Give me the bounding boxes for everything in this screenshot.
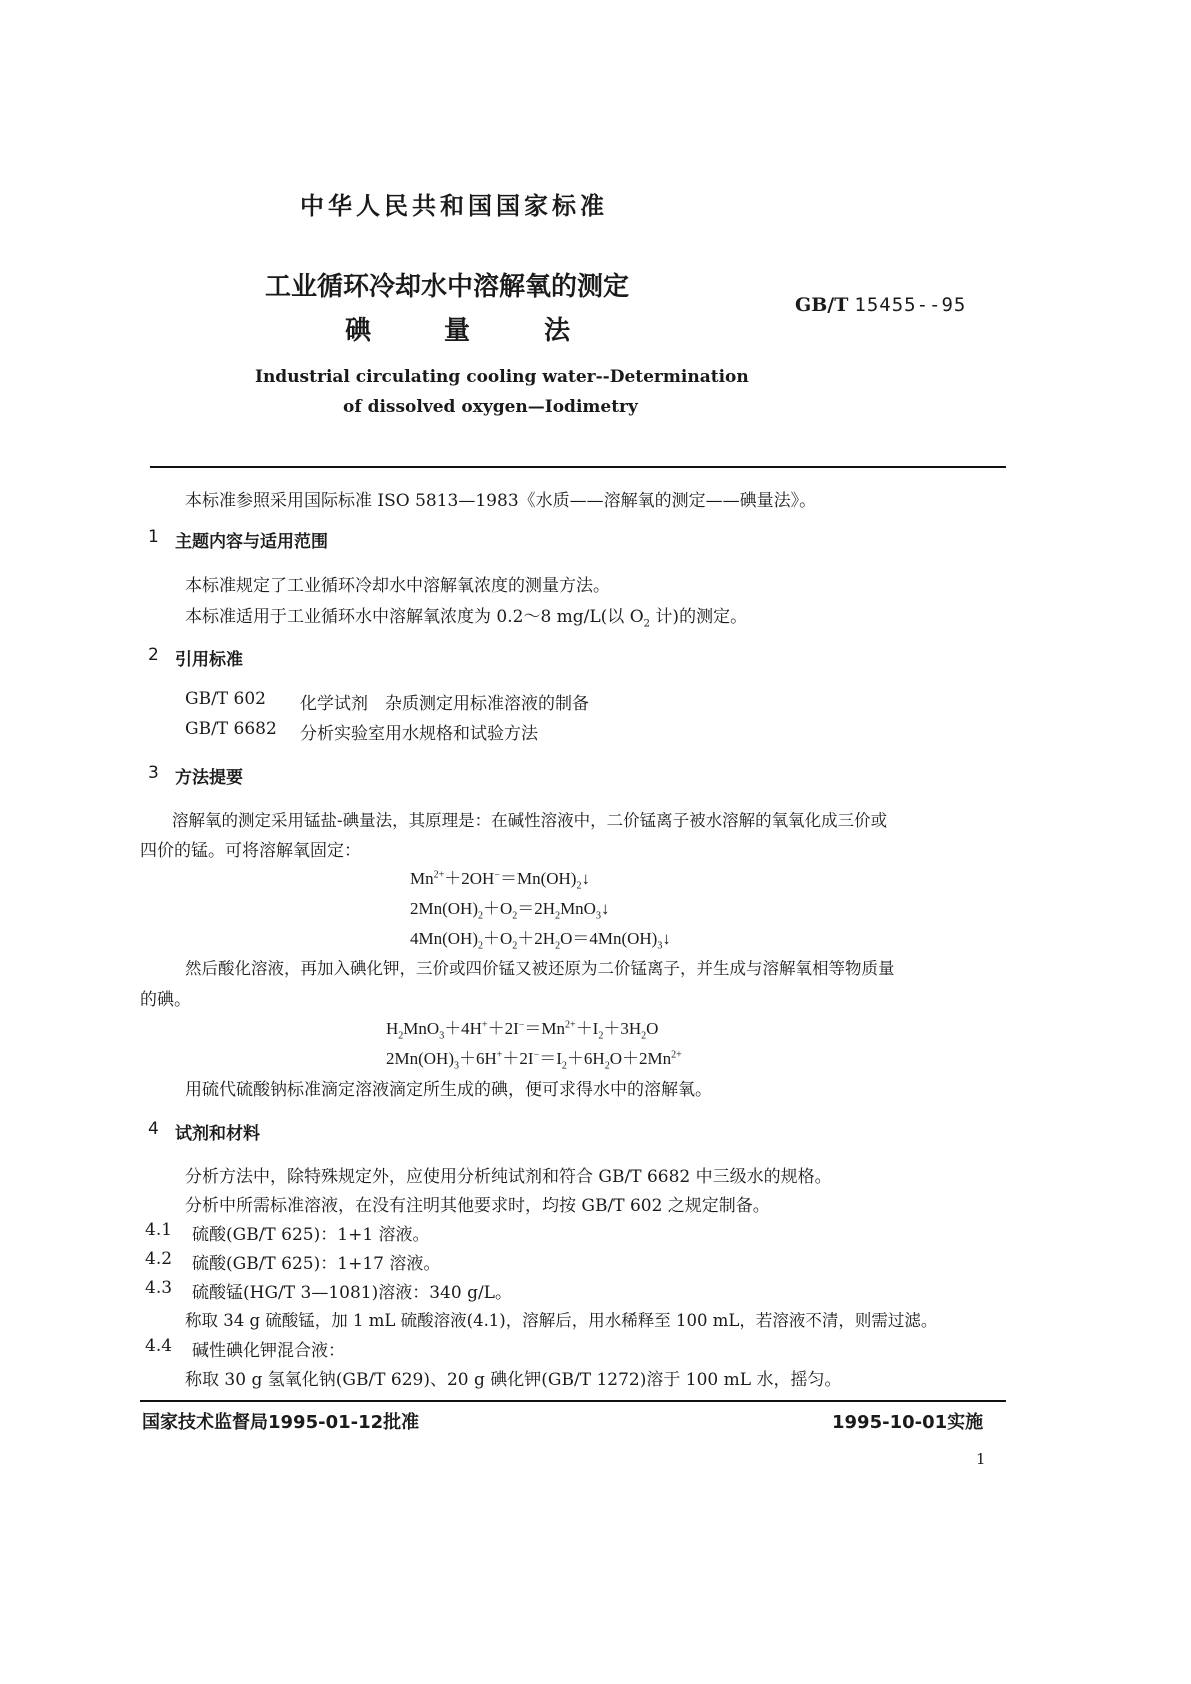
item-4-4-detail: 称取 30 g 氢氧化钠(GB/T 629)、20 g 碘化钾(GB/T 1272)溶于 100 mL 水，摇匀。 bbox=[185, 1370, 842, 1390]
section-1-number: 1 bbox=[148, 527, 159, 547]
item-4-2-text: 硫酸(GB/T 625)：1+17 溶液。 bbox=[192, 1254, 441, 1274]
reference-2-code: GB/T 6682 bbox=[185, 719, 277, 739]
section-4-title: 试剂和材料 bbox=[175, 1124, 260, 1144]
header-divider bbox=[150, 466, 1006, 468]
intro-paragraph: 本标准参照采用国际标准 ISO 5813—1983《水质——溶解氧的测定——碘量法》。 bbox=[185, 491, 817, 511]
footer-divider bbox=[140, 1400, 1006, 1402]
item-4-1-number: 4.1 bbox=[145, 1220, 173, 1240]
english-title-line-2: of dissolved oxygen—Iodimetry bbox=[343, 397, 638, 417]
section-1-para-2-a: 本标准适用于工业循环水中溶解氧浓度为 0.2～8 mg/L(以 O bbox=[185, 607, 644, 627]
item-4-4-text: 碱性碘化钾混合液： bbox=[192, 1341, 345, 1361]
national-standard-heading: 中华人民共和国国家标准 bbox=[300, 192, 608, 220]
equation-4: $H_2MnO_3+4H^++2I^-=Mn^{2+}+I_2+3H_2O$ bbox=[386, 1019, 659, 1042]
equation-3: $4Mn(OH)_2+O_2+2H_2O=4Mn(OH)_3↓$ bbox=[410, 929, 671, 952]
item-4-2-number: 4.2 bbox=[145, 1249, 173, 1269]
section-1-title: 主题内容与适用范围 bbox=[175, 532, 328, 552]
section-3-para-2-line-2: 的碘。 bbox=[140, 990, 191, 1010]
standard-code-number: 15455--95 bbox=[854, 294, 967, 316]
item-4-3-number: 4.3 bbox=[145, 1278, 173, 1298]
section-2-title: 引用标准 bbox=[175, 650, 243, 670]
section-3-para-3: 用硫代硫酸钠标准滴定溶液滴定所生成的碘，便可求得水中的溶解氧。 bbox=[185, 1080, 712, 1100]
item-4-3-detail: 称取 34 g 硫酸锰，加 1 mL 硫酸溶液(4.1)，溶解后，用水稀释至 100 mL，若溶液不清，则需过滤。 bbox=[185, 1311, 938, 1330]
section-4-number: 4 bbox=[148, 1119, 159, 1139]
reference-2-name: 分析实验室用水规格和试验方法 bbox=[300, 724, 538, 744]
page-number: 1 bbox=[976, 1450, 986, 1468]
section-3-para-1-line-2: 四价的锰。可将溶解氧固定： bbox=[140, 841, 361, 861]
section-1-para-1: 本标准规定了工业循环冷却水中溶解氧浓度的测量方法。 bbox=[185, 576, 610, 596]
english-title-line-1: Industrial circulating cooling water--Determination bbox=[255, 367, 749, 387]
section-4-para-2: 分析中所需标准溶液，在没有注明其他要求时，均按 GB/T 602 之规定制备。 bbox=[185, 1196, 770, 1216]
item-4-3-text: 硫酸锰(HG/T 3—1081)溶液：340 g/L。 bbox=[192, 1283, 512, 1303]
standard-code bbox=[795, 294, 966, 316]
section-1-para-2-sub: 2 bbox=[643, 618, 651, 630]
equation-1: $Mn^{2+}+2OH^-=Mn(OH)_2↓$ bbox=[410, 869, 590, 892]
method-title-char-3: 法 bbox=[544, 316, 571, 346]
section-1-para-2-b: 计)的测定。 bbox=[650, 607, 748, 627]
section-4-para-1: 分析方法中，除特殊规定外，应使用分析纯试剂和符合 GB/T 6682 中三级水的规格。 bbox=[185, 1167, 832, 1187]
equation-5: $2Mn(OH)_3+6H^++2I^-=I_2+6H_2O+2Mn^{2+}$ bbox=[386, 1049, 682, 1072]
implementation-date: 1995-10-01实施 bbox=[832, 1412, 984, 1433]
method-title-char-2: 量 bbox=[444, 316, 471, 346]
reference-1-name: 化学试剂 杂质测定用标准溶液的制备 bbox=[300, 694, 589, 714]
equation-2: $2Mn(OH)_2+O_2=2H_2MnO_3↓$ bbox=[410, 899, 610, 922]
section-3-title: 方法提要 bbox=[175, 768, 243, 788]
reference-1-code: GB/T 602 bbox=[185, 689, 266, 709]
section-3-para-1-line-1: 溶解氧的测定采用锰盐-碘量法，其原理是：在碱性溶液中，二价锰离子被水溶解的氧氧化成三价或 bbox=[172, 811, 888, 830]
item-4-1-text: 硫酸(GB/T 625)：1+1 溶液。 bbox=[192, 1225, 430, 1245]
approval-note: 国家技术监督局1995-01-12批准 bbox=[142, 1412, 420, 1433]
section-1-para-2 bbox=[185, 602, 748, 630]
method-title-char-1: 碘 bbox=[345, 316, 372, 346]
section-2-number: 2 bbox=[148, 645, 159, 665]
item-4-4-number: 4.4 bbox=[145, 1336, 173, 1356]
section-3-para-2-line-1: 然后酸化溶液，再加入碘化钾，三价或四价锰又被还原为二价锰离子，并生成与溶解氧相等物质量 bbox=[185, 959, 895, 978]
standard-code-prefix: GB/T bbox=[795, 294, 849, 316]
document-title: 工业循环冷却水中溶解氧的测定 bbox=[265, 272, 630, 302]
section-3-number: 3 bbox=[148, 763, 159, 783]
